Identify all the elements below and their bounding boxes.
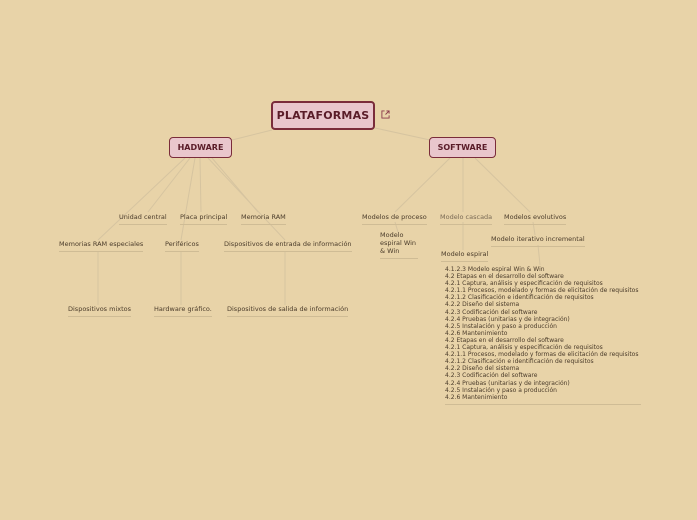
note-line: 4.2.2 Diseño del sistema [445,365,520,373]
node-perifericos[interactable]: Periféricos [165,240,199,252]
node-memorias-especiales[interactable]: Memorias RAM especiales [59,240,143,252]
note-line: 4.2.1.1 Procesos, modelado y formas de elicitación de requisitos [445,351,639,359]
note-line: 4.2.4 Pruebas (unitarias y de integración) [445,379,570,387]
node-modelos-evolutivos[interactable]: Modelos evolutivos [504,213,566,225]
connector-iterativo-notes [538,245,540,265]
connector-sw-evolutivos [475,158,530,212]
note-line: 4.2.1 Captura, análisis y especificación de requisitos [445,344,603,352]
note-line: 4.2.6 Mantenimiento [445,329,508,337]
note-line: 4.2 Etapas en el desarrollo del software [445,336,564,344]
note-line: 4.2.5 Instalación y paso a producción [445,322,557,330]
connector-hw-unidad [148,158,190,212]
note-line: 4.2.6 Mantenimiento [445,393,508,401]
node-dispositivos-salida[interactable]: Dispositivos de salida de información [227,305,348,317]
note-line: 4.2.1.1 Procesos, modelado y formas de elicitación de requisitos [445,287,639,295]
note-line: 4.2.3 Codificación del software [445,308,538,316]
connector-hw-perifericos [181,158,195,240]
notes-block[interactable] [445,266,641,405]
external-link-icon[interactable] [381,110,391,120]
connector-hw-placa [200,158,201,212]
node-modelo-cascada[interactable]: Modelo cascada [440,213,492,225]
connector-root-hardware [232,130,272,140]
note-line: 4.2.1.2 Clasificación e identificación de requisitos [445,358,594,366]
connector-hw-memorias [98,158,185,240]
node-dispositivos-entrada[interactable]: Dispositivos de entrada de información [224,240,352,252]
connector-hw-entrada [208,158,285,240]
connector-root-software [375,128,430,140]
connector-sw-proceso [395,158,450,212]
node-modelo-espiral[interactable]: Modelo espiral [441,250,488,262]
note-line: 4.2.5 Instalación y paso a producción [445,386,557,394]
root-node-plataformas[interactable]: PLATAFORMAS [271,101,375,130]
node-hardware-grafico[interactable]: Hardware gráfico. [154,305,212,317]
node-modelos-proceso[interactable]: Modelos de proceso [362,213,427,225]
note-line: 4.2.2 Diseño del sistema [445,301,520,309]
note-line: 4.2 Etapas en el desarrollo del software [445,273,564,281]
branch-software[interactable]: SOFTWARE [429,137,496,158]
node-unidad-central[interactable]: Unidad central [119,213,167,225]
node-modelo-iterativo[interactable]: Modelo iterativo incremental [491,235,585,247]
node-memoria-ram[interactable]: Memoria RAM [241,213,286,225]
branch-hardware[interactable]: HADWARE [169,137,232,158]
node-dispositivos-mixtos[interactable]: Dispositivos mixtos [68,305,131,317]
node-modelo-espiral-win[interactable]: Modelo espiral Win & Win [380,231,418,259]
note-line: 4.2.1 Captura, análisis y especificación de requisitos [445,280,603,288]
note-line: 4.2.1.2 Clasificación e identificación de requisitos [445,294,594,302]
note-line: 4.1.2.3 Modelo espiral Win & Win [445,266,545,273]
node-placa-principal[interactable]: Placa principal [180,213,227,225]
note-line: 4.2.3 Codificación del software [445,372,538,380]
note-line: 4.2.4 Pruebas (unitarias y de integración) [445,315,570,323]
